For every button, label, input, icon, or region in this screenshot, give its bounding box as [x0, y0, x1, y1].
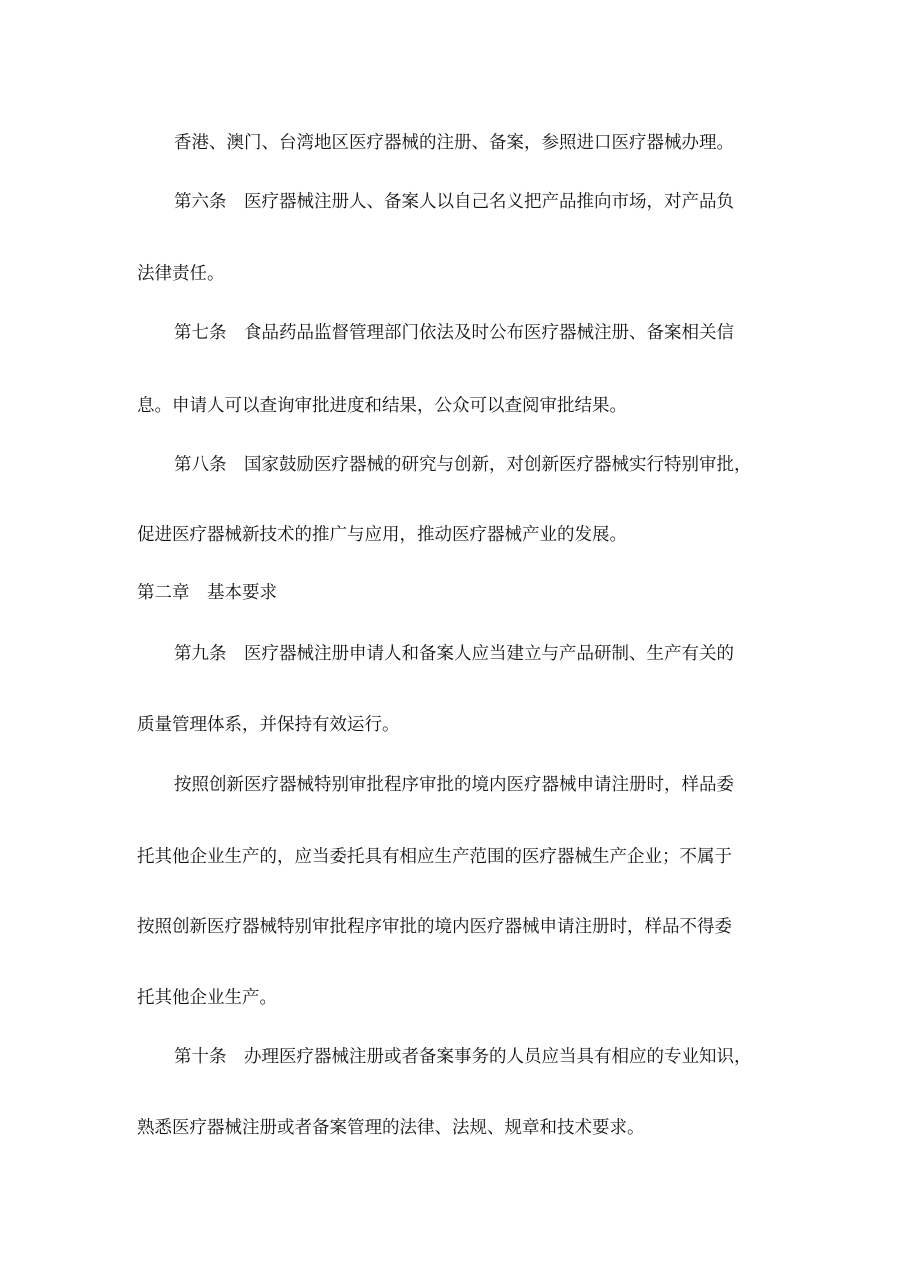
paragraph-sample-line-2: 托其他企业生产的，应当委托具有相应生产范围的医疗器械生产企业；不属于: [137, 847, 732, 867]
article-9-line-1: 第九条 医疗器械注册申请人和备案人应当建立与产品研制、生产有关的: [174, 644, 734, 664]
article-6-line-2: 法律责任。: [137, 264, 225, 284]
article-7-line-2: 息。申请人可以查询审批进度和结果，公众可以查阅审批结果。: [137, 396, 627, 416]
paragraph-sample-line-4: 托其他企业生产。: [137, 988, 277, 1008]
paragraph-sample-line-1: 按照创新医疗器械特别审批程序审批的境内医疗器械申请注册时，样品委: [174, 775, 734, 795]
article-9-line-2: 质量管理体系，并保持有效运行。: [137, 715, 400, 735]
text-line-hk-macao-taiwan: 香港、澳门、台湾地区医疗器械的注册、备案，参照进口医疗器械办理。: [174, 133, 734, 153]
article-7-line-1: 第七条 食品药品监督管理部门依法及时公布医疗器械注册、备案相关信: [174, 323, 734, 343]
article-10-line-2: 熟悉医疗器械注册或者备案管理的法律、法规、规章和技术要求。: [137, 1118, 645, 1138]
article-8-line-2: 促进医疗器械新技术的推广与应用，推动医疗器械产业的发展。: [137, 525, 627, 545]
chapter-2-heading: 第二章 基本要求: [137, 583, 277, 603]
article-10-line-1: 第十条 办理医疗器械注册或者备案事务的人员应当具有相应的专业知识，: [174, 1047, 752, 1067]
article-8-line-1: 第八条 国家鼓励医疗器械的研究与创新，对创新医疗器械实行特别审批，: [174, 455, 752, 475]
paragraph-sample-line-3: 按照创新医疗器械特别审批程序审批的境内医疗器械申请注册时，样品不得委: [137, 917, 732, 937]
article-6-line-1: 第六条 医疗器械注册人、备案人以自己名义把产品推向市场，对产品负: [174, 192, 734, 212]
